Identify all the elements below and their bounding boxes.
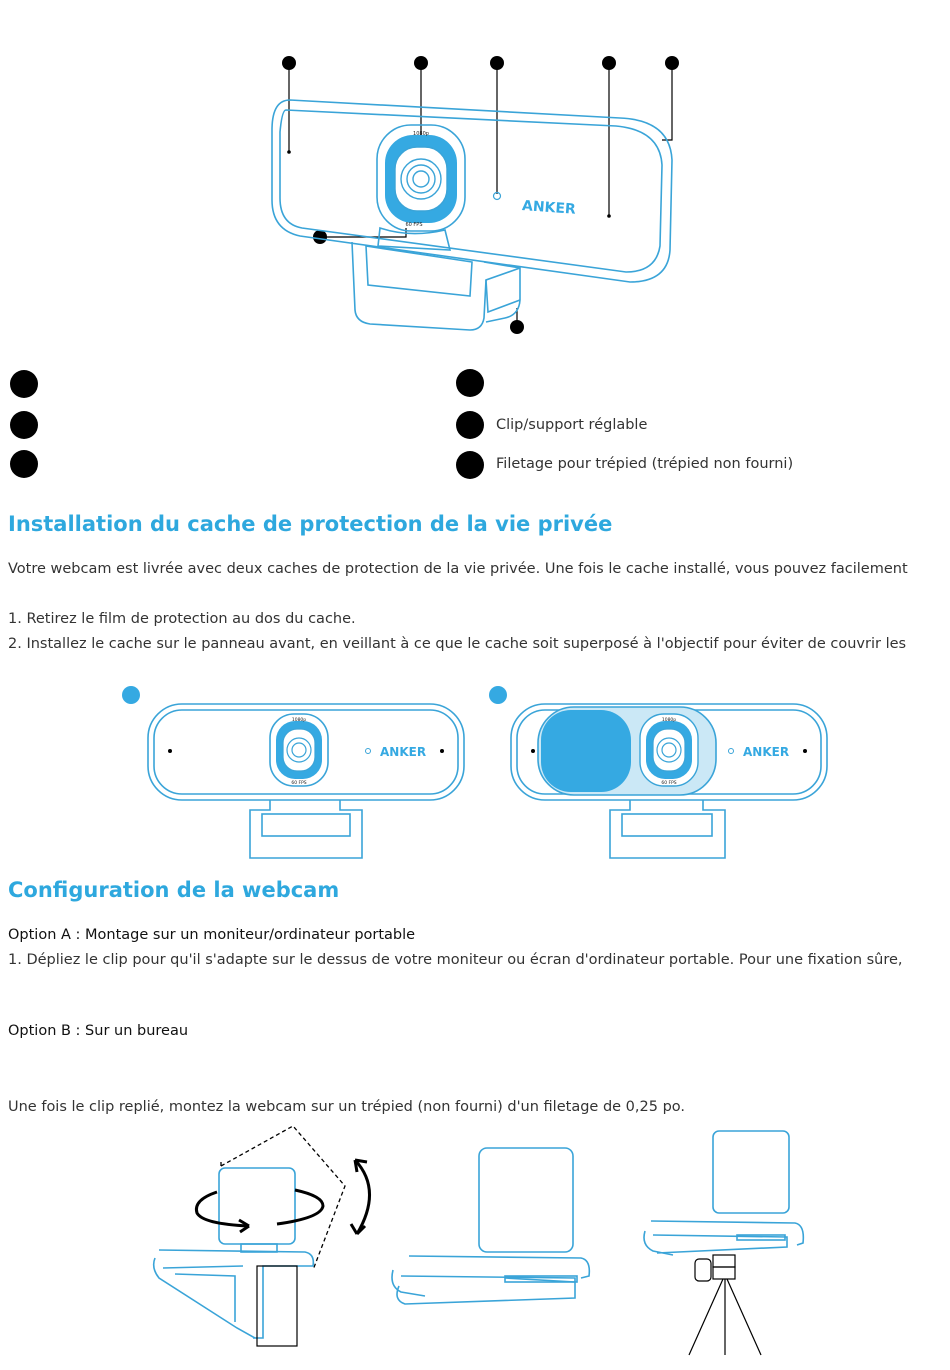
resolution-label: 1080p <box>413 131 429 137</box>
monitor-mount-diagram <box>145 1118 385 1348</box>
tripod-text: Une fois le clip replié, montez la webcam sur un trépied (non fourni) d'un filetage de 0,25 po. <box>8 1099 685 1115</box>
desk-mount-diagram <box>385 1140 595 1310</box>
cover-a-resolution: 1080p <box>291 718 307 723</box>
privacy-intro: Votre webcam est livrée avec deux caches de protection de la vie privée. Une fois le cache installé, vous pouvez facilement <box>8 561 908 577</box>
cover-a-logo: ANKER <box>380 745 427 759</box>
legend-dot-6 <box>456 451 484 479</box>
webcam-without-cover <box>140 698 470 868</box>
cover-b-logo: ANKER <box>743 745 790 759</box>
cover-b-fps: 60 FPS <box>661 781 677 786</box>
step-1-marker <box>122 686 140 704</box>
legend-dot-2 <box>10 411 38 439</box>
legend-label-6: Filetage pour trépied (trépied non fourni) <box>496 456 794 472</box>
privacy-step-2: 2. Installez le cache sur le panneau avant, en veillant à ce que le cache soit superposé à l'objectif pour éviter de couvrir les <box>8 636 907 652</box>
cover-b-resolution: 1080p <box>661 718 677 723</box>
legend-dot-4 <box>456 369 484 397</box>
fps-label: 60 FPS <box>405 222 423 228</box>
brand-logo: ANKER <box>521 198 577 218</box>
legend-dot-3 <box>10 450 38 478</box>
tripod-mount-diagram <box>637 1125 827 1355</box>
privacy-step-1: 1. Retirez le film de protection au dos du cache. <box>8 611 356 627</box>
setup-section-title: Configuration de la webcam <box>8 878 340 902</box>
webcam-with-cover <box>503 698 833 868</box>
option-a-title: Option A : Montage sur un moniteur/ordinateur portable <box>8 927 416 943</box>
legend-dot-1 <box>10 370 38 398</box>
legend-label-5: Clip/support réglable <box>496 417 648 433</box>
privacy-section-title: Installation du cache de protection de la vie privée <box>8 512 613 536</box>
cover-a-fps: 60 FPS <box>291 781 307 786</box>
webcam-front-diagram <box>0 0 950 350</box>
legend-dot-5 <box>456 411 484 439</box>
option-a-text: 1. Dépliez le clip pour qu'il s'adapte sur le dessus de votre moniteur ou écran d'ordinateur portable. Pour une fixation sûre, <box>8 952 903 968</box>
option-b-title: Option B : Sur un bureau <box>8 1023 189 1039</box>
